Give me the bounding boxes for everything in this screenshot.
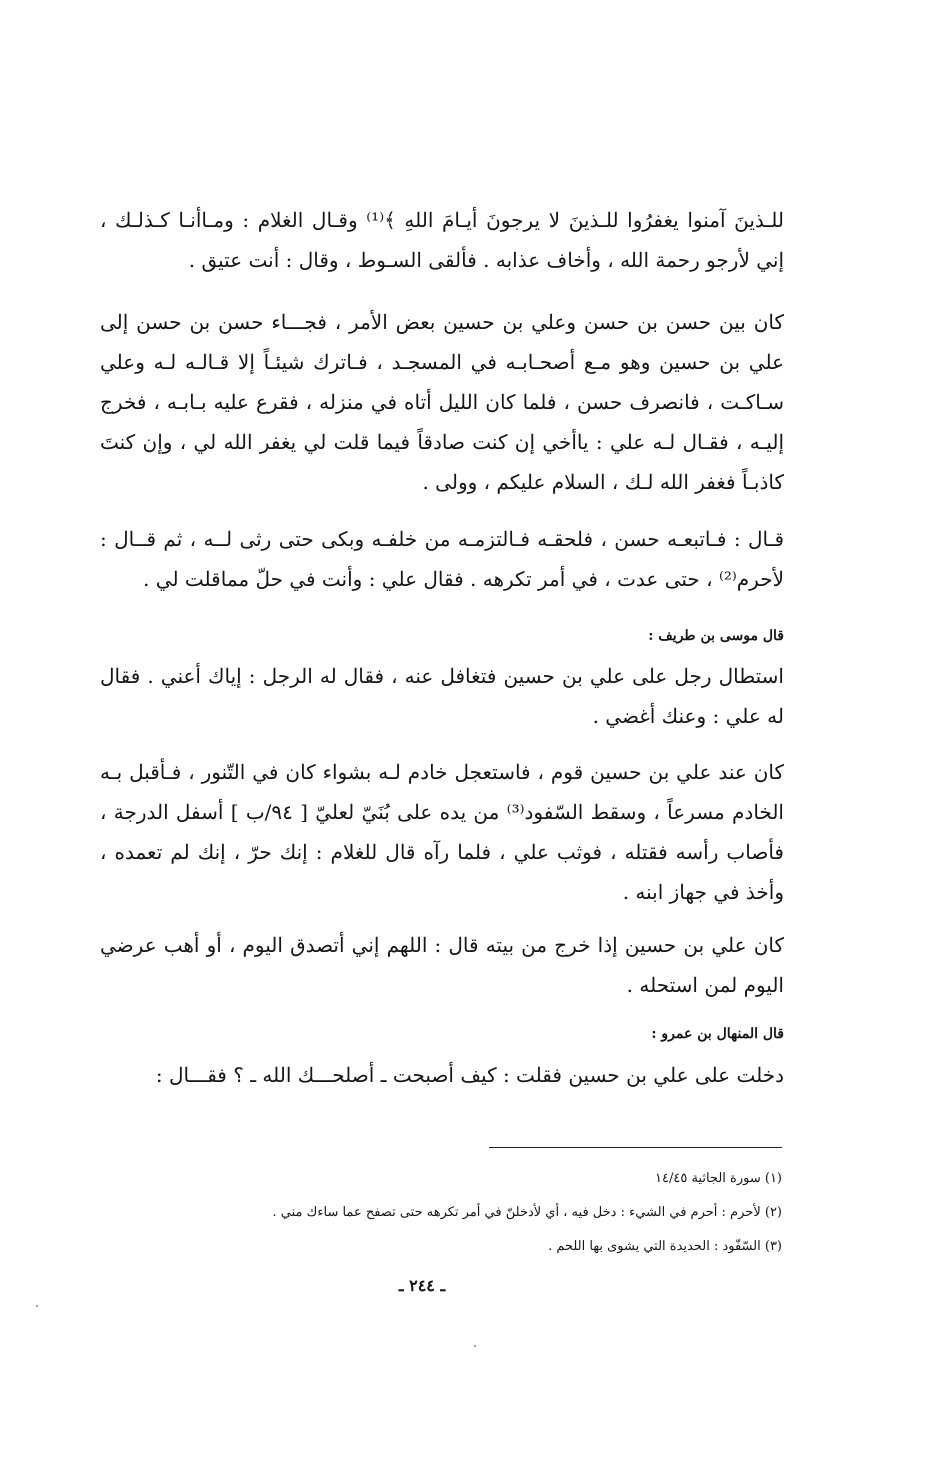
section-heading-musa: قال موسى بن طريف : [648, 628, 784, 644]
footnote-1: (١) سورة الجاثية ١٤/٤٥ [655, 1171, 782, 1186]
scan-speck [474, 1345, 476, 1347]
footnotes [150, 1162, 782, 1264]
section-heading-minhal: قال المنهال بن عمرو : [651, 1026, 784, 1042]
scan-speck [36, 1305, 38, 1307]
paragraph-4: استطال رجل على علي بن حسين فتغافل عنه ، فقال له الرجل : إياك أعني . فقال له علي : وعنك أغضي . [100, 664, 784, 728]
footnote-divider [489, 1147, 782, 1148]
paragraph-5: كان عند علي بن حسين قوم ، فاستعجل خادم لـه بشواء كان في التّنور ، فـأقبل بـه الخادم مسرعاً ، وسقط السّفود⁽³⁾ من يده على بُنَيّ لعليّ [ ٩٤/ب ] أسفل الدرجة ، فأصاب رأسه فقتله ، فوثب علي ، فلما رآه قال للغلام : إنك حرّ ، إنك لم تعمده ، وأخذ في جهاز ابنه . [100, 760, 784, 904]
footnote-2: (٢) لأحرم : أحرم في الشيء : دخل فيه ، أي لأدخلنّ في أمر تكرهه حتى تصفح عما ساءك مني . [272, 1205, 782, 1220]
paragraph-6: كان علي بن حسين إذا خرج من بيته قال : اللهم إني أتصدق اليوم ، أو أهب عرضي اليوم لمن استحله . [100, 933, 784, 997]
paragraph-1: للـذينَ آمنوا يغفرُوا للـذينَ لا يرجونَ أيـامَ اللهِ ﴾⁽¹⁾ وقـال الغلام : ومـاأنـا كـذلـك ، إني لأرجو رحمة الله ، وأخاف عذابه . فألقى السـوط ، وقال : أنت عتيق . [100, 208, 785, 272]
page-number: ـ ٢٤٤ ـ [398, 1276, 446, 1295]
paragraph-2: كان بين حسن بن حسن وعلي بن حسين بعض الأمر ، فجـــاء حسن بن حسن إلى علي بن حسين وهو مـع أصحـابـه في المسجـد ، فـاترك شيئـاً إلا قـالـه لـه وعلي سـاكـت ، فانصرف حسن ، فلما كان الليل أتاه في منزله ، فقرع عليه بـابـه ، فخرج إليـه ، فقـال لـه علي : ياأخي إن كنت صادقاً فيما قلت لي يغفر الله لي ، وإن كنتَ كاذبـاً فغفر الله لـك ، السلام عليكم ، وولى . [100, 310, 784, 494]
paragraph-7: دخلت على علي بن حسين فقلت : كيف أصبحت ـ أصلحـــك الله ـ ؟ فقـــال : [155, 1063, 784, 1087]
footnote-3: (٣) السّفّود : الحديدة التي يشوى بها اللحم . [548, 1239, 782, 1254]
paragraph-3: قـال : فـاتبعـه حسن ، فلحقـه فـالتزمـه من خلفـه وبكى حتى رثى لــه ، ثم قــال : لأحرم⁽²⁾ ، حتى عدت ، في أمر تكرهه . فقال علي : وأنت في حلّ مماقلت لي . [100, 527, 784, 591]
